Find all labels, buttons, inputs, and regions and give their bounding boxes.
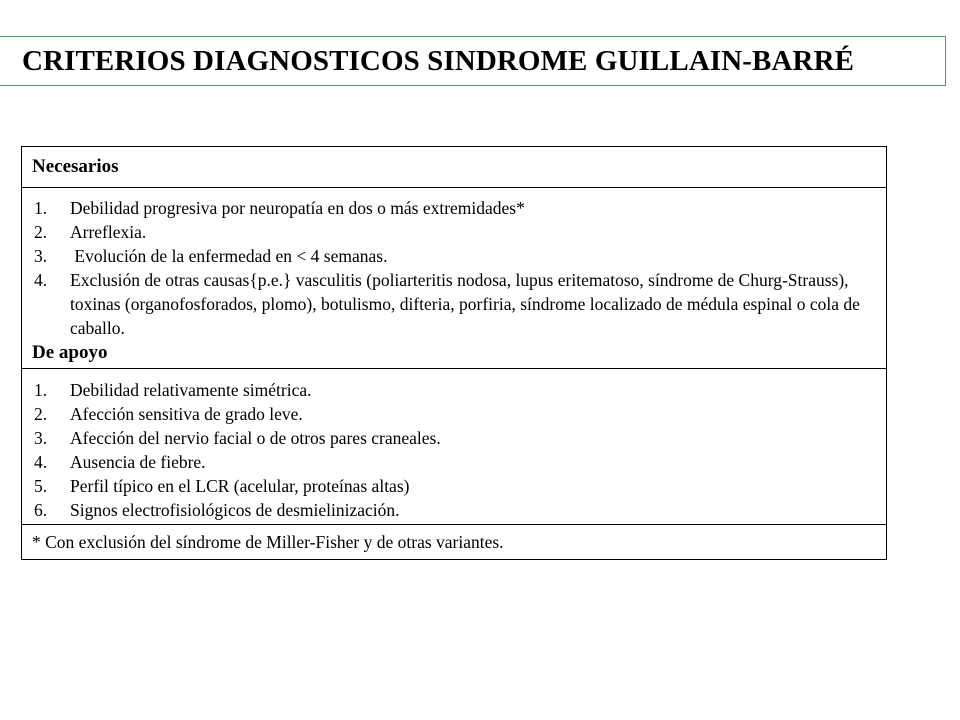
- necesarios-list-row: [22, 188, 887, 369]
- item-text: Ausencia de fiebre.: [70, 452, 206, 472]
- list-item: [22, 196, 886, 220]
- item-text: Debilidad progresiva por neuropatía en dos o más extremidades*: [70, 198, 525, 218]
- item-text: Afección del nervio facial o de otros pares craneales.: [70, 428, 441, 448]
- apoyo-list: [22, 378, 886, 522]
- item-number: 4.: [34, 270, 48, 290]
- footnote-text: * Con exclusión del síndrome de Miller-Fisher y de otras variantes.: [32, 532, 504, 552]
- item-text: Signos electrofisiológicos de desmielinización.: [70, 500, 400, 520]
- item-number: 6.: [34, 500, 48, 520]
- apoyo-list-cell: [22, 369, 887, 525]
- list-item: [22, 378, 886, 402]
- list-item: [22, 402, 886, 426]
- apoyo-heading: De apoyo: [32, 342, 108, 363]
- necesarios-list-cell: [22, 188, 887, 369]
- footnote-cell: [22, 525, 887, 560]
- item-text: Perfil típico en el LCR (acelular, proteínas altas): [70, 476, 410, 496]
- item-number: 2.: [34, 222, 48, 242]
- footnote-row: [22, 525, 887, 560]
- necesarios-heading: Necesarios: [32, 156, 119, 177]
- necesarios-header-cell: [22, 147, 887, 188]
- item-number: 2.: [34, 404, 48, 424]
- item-text: Exclusión de otras causas{p.e.} vasculitis (poliarteritis nodosa, lupus eritematoso, síndrome de Churg-Strauss), toxinas (organofosforados, plomo), botulismo, difteria, porfiria, síndrome localizado de médula espinal o cola de caballo.: [70, 270, 860, 338]
- necesarios-header-row: [22, 147, 887, 188]
- item-text: Evolución de la enfermedad en < 4 semanas.: [70, 246, 388, 266]
- page-title: CRITERIOS DIAGNOSTICOS SINDROME GUILLAIN-BARRÉ: [22, 45, 855, 77]
- list-item: [22, 450, 886, 474]
- item-number: 1.: [34, 198, 48, 218]
- item-text: Debilidad relativamente simétrica.: [70, 380, 312, 400]
- item-number: 3.: [34, 246, 48, 266]
- list-item: [22, 474, 886, 498]
- title-box: [0, 36, 946, 86]
- list-item: [22, 220, 886, 244]
- necesarios-list: [22, 196, 886, 340]
- criteria-table: [21, 146, 887, 560]
- list-item: [22, 498, 886, 522]
- list-item: [22, 268, 886, 340]
- item-text: Afección sensitiva de grado leve.: [70, 404, 303, 424]
- list-item: [22, 426, 886, 450]
- apoyo-list-row: [22, 369, 887, 525]
- item-text: Arreflexia.: [70, 222, 147, 242]
- item-number: 3.: [34, 428, 48, 448]
- item-number: 4.: [34, 452, 48, 472]
- item-number: 1.: [34, 380, 48, 400]
- item-number: 5.: [34, 476, 48, 496]
- list-item: [22, 244, 886, 268]
